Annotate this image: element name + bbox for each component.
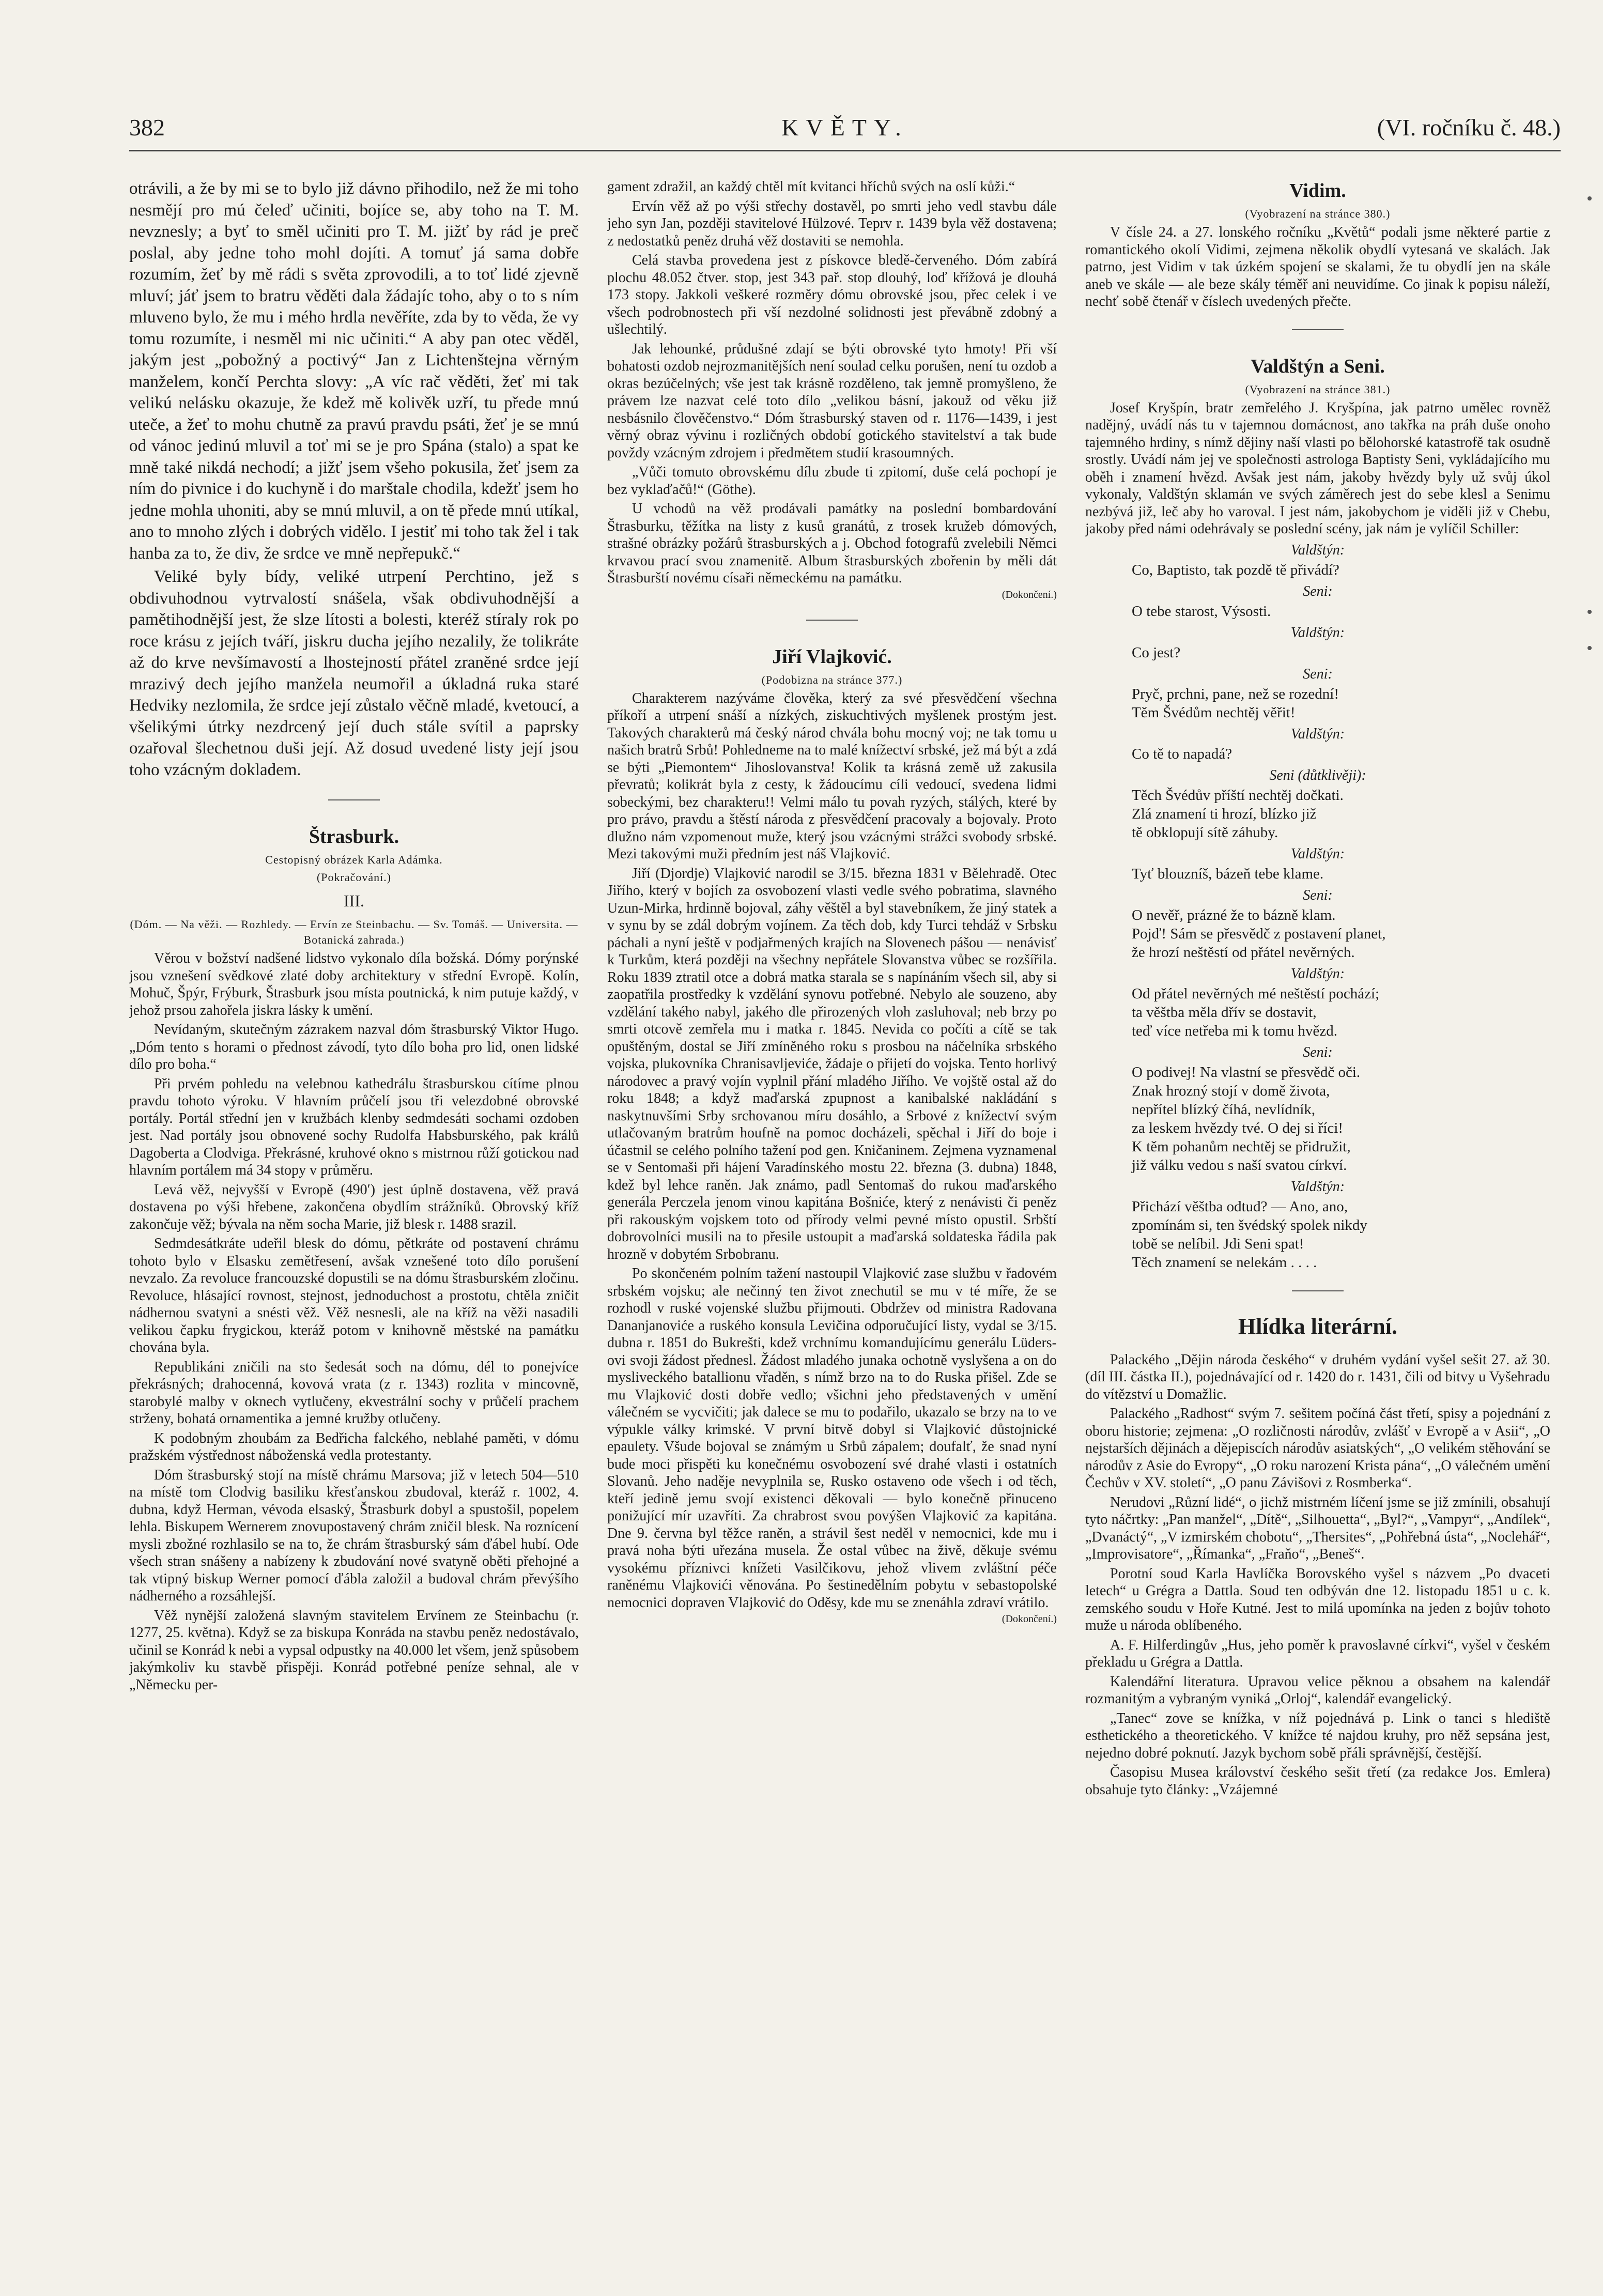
running-head (129, 110, 1561, 146)
dialogue-speaker: Valdštýn: (1290, 726, 1345, 742)
dialogue-line: Zlá znamení ti hrozí, blízko již (1132, 805, 1317, 822)
perchta-summary-paragraph: Veliké byly bídy, veliké utrpení Perchtino, jež s obdivuhodnou vytrvalostí snášela, však obdivuhodnější a pamětihodnější jest, že slze lítosti a bolesti, kteréž stíraly rok po roce krásu z jejích tváří, jiskru ducha jejího nezalily, že tolikráte až do krve nevšímavostí a lhostejností přátel zraněné srdce její mrazivý dech jejího manžela neumořil a úkladná ruka staré Hedviky nezlomila, že srdce její zůstalo věčně mladé, kvetoucí, a všelikými útrky nezdrcený její duch stále svítil a paprsky ozařoval šlechetnou duši její. Až dosud uvedené listy její jsou toho vzácným dokladem. (129, 567, 579, 779)
dialogue-speaker: Valdštýn: (1290, 624, 1345, 641)
article-title-vidim: Vidim. (1289, 180, 1346, 202)
section-divider (1292, 1290, 1344, 1291)
review-entry: A. F. Hilferdingův „Hus, jeho poměr k pravoslavné církvi“, vyšel v českém překladu u Grégra a Dattla. (1085, 1637, 1550, 1670)
vlajkovic-paragraph: Charakterem nazýváme člověka, který za své přesvědčení všechna příkoří a utrpení snáší a nízkých, ziskuchtivých myšlenek prostým jest. Takových charakterů má český národ chvála bohu mocný voj; ne tak tomu u našich bratrů Srbů! Pohledneme na to malé knížectví srbské, jež má být a zdá se býti „Piemontem“ Jihoslovanstva! Kolik ta krásná země už zakusila převratů; kolikrát byla z cesty, k žádoucímu cíli vedoucí, svedena lidmi sobeckými, bez charakteru!! Velmi málo tu povah ryzých, stálých, které by pro právo, pravdu a štěstí národa z přesvědčení pracovaly a bojovaly. Proto dlužno nám vzpomenout muže, který jsou vzácnými strážci svobody srbské. Mezi takovými muži předním jest náš Vlajković. (607, 690, 1057, 862)
section-title-literary-review: Hlídka literární. (1238, 1313, 1397, 1339)
magazine-title: KVĚTY. (781, 114, 908, 141)
dialogue-line: Co tě to napadá? (1132, 745, 1232, 762)
dialogue-line: Pryč, prchni, pane, než se rozední! (1132, 685, 1339, 702)
to-be-continued-note: (Dokončení.) (1001, 1613, 1057, 1625)
dialogue-line: teď více netřeba mi k tomu hvězd. (1132, 1022, 1338, 1039)
strasburk-paragraph: U vchodů na věž prodávali památky na poslední bombardování Štrasburku, těžítka na listy z kusů granátů, z trosek kružeb dómových, strašné obrázky požárů štrasburských a j. Obchod fotografů zvelebili Němci krvavou prací svou znamenitě. Album štrasburských zbořenin by měli dát Štrasburští novému císaři německému na památku. (607, 501, 1057, 586)
dialogue-speaker: Seni: (1303, 583, 1333, 599)
dialogue-speaker: Seni (důtklivěji): (1269, 767, 1366, 783)
strasburk-paragraph: Věrou v božství nadšené lidstvo vykonalo díla božská. Dómy porýnské jsou vznešení svědkové zlaté doby architektury v střední Evropě. Kolín, Mohuč, Špýr, Frýburk, Štrasburk jsou místa poutnická, k nim putuje každý, v jehož prsou zahořela jiskra lásky k umění. (129, 950, 579, 1019)
strasburk-paragraph: Jak lehounké, průdušné zdají se býti obrovské tyto hmoty! Při vší bohatosti ozdob nejrozmanitějších není soulad celku porušen, není tu ozdob a okras bezúčelných; vše jest tak krásně rozděleno, tak jemně promyšleno, že právem lze nazvat celé toto dílo „velikou básní, jakouž od věku již nesbásnilo člověčenstvo.“ Dóm štrasburský staven od r. 1176—1439, i jest věrný obraz vývinu i rozličných období gotického stavitelství a tak bude povždy vzácným zdrojem i předmětem studií krasoumných. (607, 341, 1057, 461)
strasburk-paragraph: Sedmdesátkráte udeřil blesk do dómu, pětkráte od postavení chrámu tohoto bylo v Elsasku zemětřesení, avšak vznešené toto dílo porušení nevzalo. Za revoluce francouzské dopustili se na dómu štrasburském zločinu. Revoluce, hlásající rovnost, stejnost, jednoduchost a prostotu, chtěla zničit nádhernou svatyni a snésti věž. Věž nesnesli, ale na kříž na věži nasadili velikou čapku frygickou, kteráž potom v knihovně městské na památku chována byla. (129, 1236, 579, 1355)
strasburk-paragraph: Celá stavba provedena jest z pískovce bledě-červeného. Dóm zabírá plochu 48.052 čtver. stop, jest 343 pař. stop dlouhý, loď křížová je dlouhá 173 stopy. Jakkoli veškeré rozměry dómu obrovské jsou, přec celek i ve všech podrobnostech při vší nezdolné solidnosti jest převábně zdobný a ušlechtilý. (607, 252, 1057, 337)
dialogue-speaker: Valdštýn: (1290, 845, 1345, 862)
dialogue-speaker: Seni: (1303, 666, 1333, 682)
dialogue-line: za leskem hvězdy tvé. O dej si říci! (1132, 1119, 1344, 1136)
dialogue-line: O nevěř, prázné že to bázně klam. (1132, 906, 1336, 923)
page-number: 382 (129, 114, 165, 141)
dialogue-line: tě obklopují sítě záhuby. (1132, 824, 1278, 841)
dialogue-line: Co jest? (1132, 644, 1181, 661)
vlajkovic-paragraph: Po skončeném polním tažení nastoupil Vlajković zase službu v řadovém srbském vojsku; ale nečinný ten život znechutil se mu v té míře, že se rozhodl v ruské vojenské službu přijmouti. Obdržev od ministra Radovana Dananjanoviće a ruského konsula Levičina odporučující listy, vydal se 3/15. dubna r. 1851 do Bukrešti, kdež vrchnímu komandujícímu generálu Lüders-ovi svoji žádost přednesl. Žádost mladého junaka ochotně vyslyšena a on do mysliveckého batallionu vřaděn, s nímž brzo na to do Ruska přišel. Zde se mu Vlajković dosti dobře vedlo; všichni jeho představených v umění válečném se vycvičiti; jak dalece se mu to podařilo, ukazalo se brzy na to ve výpukle války krimské. V první bitvě dobyl si Vlajković důstojnické epaulety. Všude bojoval se známým u Srbů zápalem; doufalť, že snad nyní bude moci přispěti ku konečnému osvobození své drahé vlasti i ostatních Slovanů. Jeho naděje nevyplnila se, Rusko ostaveno ode všech i od těch, kteří jedině jemu svojí existenci děkovali — bylo konečně přinuceno ponižující mír uzavříti. Za chrabrost svou povýšen Vlajković za kapitána. Dne 9. června byl těžce raněn, a strávil šest neděl v nemocnici, kde mu i pravá noha býti uřezána musela. Že ostal vůbec na živě, děkuje svému vysokému příznivci knížeti Vasilčikovu, jehož vlivem zvláštní péče raněnému Vlajkovići věnována. Po šestinedělním pobytu v sebastopolské nemocnici dopraven Vlajković do Oděsy, kde mu se znenáhla zdraví vrátilo. (607, 1266, 1057, 1611)
column-left (129, 178, 579, 2220)
illustration-reference: (Vyobrazení na stránce 380.) (1245, 207, 1391, 220)
review-entry: Nerudovi „Různí lidé“, o jichž mistrném líčení jsme se již zmínili, obsahují tyto náčrtky: „Pan manžel“, „Dítě“, „Silhouetta“, „Byl?“, „Vampyr“, „Andílek“, „Dvanáctý“, „V izmirském chobotu“, „Thersites“, „Pohřebná ústa“, „Noclehář“, „Improvisatore“, „Římanka“, „Fraňo“, „Beneš“. (1085, 1494, 1550, 1562)
column-right (1085, 178, 1550, 2220)
dialogue-speaker: Valdštýn: (1290, 1178, 1345, 1195)
goethe-quote: „Vůči tomuto obrovskému dílu zbude ti zpitomí, duše celá pochopí je bez vyklaďačů!“ (Göthe). (607, 464, 1057, 498)
review-entry: Kalendářní literatura. Upravou velice pěknou a obsahem na kalendář rozmanitým a vybraným vyniká „Orloj“, kalendář evangelický. (1085, 1673, 1550, 1707)
dialogue-line: Přichází věštba odtud? — Ano, ano, (1132, 1198, 1348, 1215)
section-divider (328, 799, 380, 800)
schiller-dialogue (1085, 541, 1550, 1272)
article-subtitle-strasburk: Cestopisný obrázek Karla Adámka. (265, 853, 443, 866)
strasburk-paragraph: Ervín věž až po výši střechy dostavěl, po smrti jeho vedl stavbu dále jeho syn Jan, později stavitelové Hülzové. Teprv r. 1439 byla věž dostavena; z nedostatků peněz druhá věž dostaviti se nemohla. (607, 198, 1057, 249)
strasburk-paragraph: Věž nynější založená slavným stavitelem Ervínem ze Steinbachu (r. 1277, 25. května). Když se za biskupa Konráda na stavbu peněz nedostávalo, učinil se Konrád k nebi a vypsal odpustky na 40.000 let všem, jenž spůsobem jakýmkoliv ku stavbě přispěji. Konrád potřebné peníze sehnal, ale v „Německu per- (129, 1607, 579, 1693)
dialogue-line: že hrozí neštěstí od přátel nevěrných. (1132, 944, 1355, 961)
dialogue-line: Tyť blouzníš, bázeň tebe klame. (1132, 865, 1324, 882)
review-entry: „Tanec“ zove se knížka, v níž pojednává p. Link o tanci s hlediště esthetického a theoretického. V knížce té najdou kruhy, pro něž sepsána jest, nejedno dobré poknutí. Jazyk bychom sobě přáli správnější, čestější. (1085, 1710, 1550, 1761)
vlajkovic-paragraph: Jiří (Djordje) Vlajković narodil se 3/15. března 1831 v Bělehradě. Otec Jiřího, který v bojích za osvobození vlasti vedle svého pobratima, slavného Uzun-Mirka, hrdinně bojoval, záhy věštěl a byl stavebníkem, že jiný statek a v synu by se zdál dobrým vojínem. Za těch dob, kdy Turci tehdáž v Srbsku páchali a nyní ještě v podjařmených krajích na Slovenech pášou — nenávisť k Turkům, která později na všechny nepřátele Slovanstva vůbec se rozšířila. Roku 1839 ztratil otce a dobrá matka starala se s napínáním všech sil, aby si zaopatřila prostředky k vzdělání synovu potřebné. Nebylo ale souzeno, aby vzdělání takého nabyl, jakého dle přirozených vloh zasluhoval; neb brzy po smrti otcově zemřela mu i matka r. 1845. Nevida co počíti a cítě se tak opuštěným, dostal se Jiří zmíněného roku s prosbou na náčelníka srbského vojska, plukovníka Chranisavljeviće, žádaje o přijetí do vojska. Tento horlivý národovec a pravý vojín vyplnil přání mladého Jiřího. Ve vojště ostal až do roku 1848; a když maďarská zpupnost a kanibalské nakládání s naskytnuvšími Srby srchovanou míru dosáhlo, a Srbové z knížectví svým utlačovaným bratrům houfně na pomoc docházeli, spěchal i Jiří do boje i účastnil se celého polního tažení pod gen. Kničaninem. Zejmena vyznamenal se v Sentomaši při hájení Varadínského mostu 22. března (3. dubna) 1848, kdež byl lehce raněn. Jak známo, padl Sentomaš do rukou maďarského generála Perczela jenom vinou kapitána Bošniće, který z nenávisti či peněz při rakouským vojskem toto od přírody velmi pevné místo opustil. Srbští dobrovolníci musili na to přesile ustoupit a maďarská soldateska řádila pak hrozně v dobytém Srbobranu. (607, 865, 1057, 1262)
continuation-note: (Pokračování.) (316, 871, 392, 884)
header-rule (129, 150, 1561, 151)
strasburk-paragraph: Dóm štrasburský stojí na místě chrámu Marsova; již v letech 504—510 na místě tom Clodvig basiliku křesťanskou zbudoval, kteráž r. 1002, 4. dubna, když Herman, vévoda elsaský, Štrasburk dobyl a spustošil, popelem lehla. Biskupem Wernerem znovupostavený chrám zničil blesk. Na roznícení mysli zbožné rozhlasilo se na to, že chrám štrasburský sám ďábel hubí. Ode všech stran snášeny a nabízeny k zbudování nové svatyně oběti přehojné a tak vtipný biskup Werner pomocí ďábla založil a budoval chrám převýšího nádherného a rozsáhlejší. (129, 1467, 579, 1604)
review-entry: Palackého „Dějin národa českého“ v druhém vydání vyšel sešit 27. až 30. (díl III. částka II.), pojednávající od r. 1420 do r. 1431, čili od bitvy u Vyšehradu do vítězství u Domažlic. (1085, 1351, 1550, 1403)
dialogue-speaker: Valdštýn: (1290, 965, 1345, 982)
margin-dot (1587, 610, 1592, 614)
margin-dot (1587, 646, 1592, 650)
dialogue-line: tobě se nelíbil. Jdi Seni spat! (1132, 1235, 1304, 1252)
dialogue-speaker: Seni: (1303, 887, 1333, 903)
dialogue-line: Pojď! Sám se přesvědč z postavení planet, (1132, 925, 1386, 942)
dialogue-line: K těm pohanům nechtěj se přidružit, (1132, 1138, 1351, 1155)
dialogue-line: Znak hrozný stojí v domě života, (1132, 1082, 1330, 1099)
column-middle (607, 178, 1057, 2220)
dialogue-speaker: Seni: (1303, 1044, 1333, 1060)
strasburk-paragraph: Nevídaným, skutečným zázrakem nazval dóm štrasburský Viktor Hugo. „Dóm tento s horami o přednost závodí, tyto dílo boha pro lid, onen lidské dílo pro boha.“ (129, 1022, 579, 1072)
article-title-vlajkovic: Jiří Vlajković. (772, 645, 892, 668)
dialogue-line: O podivej! Na vlastní se přesvědč oči. (1132, 1064, 1361, 1081)
review-entry: Časopisu Musea království českého sešit třetí (za redakce Jos. Emlera) obsahuje tyto články: „Vzájemné (1085, 1764, 1550, 1798)
margin-dot (1587, 196, 1592, 201)
strasburk-paragraph: Republikáni zničili na sto šedesát soch na dómu, dél to ponejvíce překrásných; drahocenná, kovová vrata (z r. 1343) rozlita v mincovně, starobylé malby v oknech vytlučeny, ekvestrální sochy v průčelí prachem strženy, bohatá ornamentika a jemné kružby otlučeny. (129, 1359, 579, 1427)
strasburk-paragraph: Při prvém pohledu na velebnou kathedrálu štrasburskou cítíme plnou pravdu tohoto výroku. V hlavním průčelí jsou tři velezdobné obrovské portály. Portál střední jen v kružbách klenby sedmdesáti sochami ozdoben jest. Nad portály jsou obnovené sochy Rudolfa Habsburského, pak králů Dagoberta a Clodviga. Překrásné, kruhové okno s mistrnou růží gotickou nad hlavním portálem má 34 stopy v průměru. (129, 1075, 579, 1178)
dialogue-line: ta věštba měla dřív se dostavit, (1132, 1004, 1317, 1021)
valdstyn-paragraph: Josef Kryšpín, bratr zemřelého J. Kryšpína, jak patrno umělec rovněž nadějný, uvádí nás tu v tajemnou domácnost, ano takřka na práh duše onoho tajemného hrdiny, s nímž dějiny naší vlasti po bělohorské katastrofě tak osudně srostly. Uvádí nám jej ve společnosti astrologa Baptisty Seni, vykládajícího mu oběh i znamení hvězd. Avšak jest nám, jakoby hvězdy byly už svůj úkol vykonaly, Valdštýn sklamán ve svých záměrech jest do sebe klesl a Senimu nezbývá již, leč aby ho varoval. I jest nám, jakobychom je viděli již v Chebu, jakoby před námi odehrávaly se poslední scény, jak nám je vylíčil Schiller: (1085, 399, 1550, 537)
strasburk-paragraph: Levá věž, nejvyšší v Evropě (490′) jest úplně dostavena, věž pravá dostavena po výši hřebene, zakončena obydlím strážníků. Obrovský kříž zakončuje věž; bývala na něm socha Marie, již blesk r. 1488 srazil. (129, 1181, 579, 1232)
dialogue-line: O tebe starost, Výsosti. (1132, 603, 1271, 620)
section-divider (1292, 329, 1344, 330)
dialogue-line: již válku vedou s naší svatou církví. (1132, 1157, 1347, 1174)
chapter-number: III. (344, 891, 364, 910)
dialogue-line: Těm Švédům nechtěj věřit! (1132, 704, 1296, 721)
issue-label: (VI. ročníku č. 48.) (1377, 114, 1561, 141)
to-be-continued-note: (Dokončení.) (1001, 589, 1057, 600)
dialogue-line: Těch Švédův příští nechtěj dočkati. (1132, 787, 1344, 804)
review-entry: Palackého „Radhost“ svým 7. sešitem počíná část třetí, spisy a pojednání z oboru historie; zejmena: „O rozličnosti národův, zvlášť v Evropě a v Asii“, „O nejstarších dějinách a dějepiscích národův asiatských“, „O velikém stěhování se národův z Asie do Evropy“, „O roku narození Krista pána“, „O válečném umění Čechův v XV. století“, „O panu Závišovi z Rosmberka“. (1085, 1406, 1550, 1491)
dialogue-line: Těch znamení se nelekám . . . . (1132, 1254, 1317, 1271)
chapter-contents: (Dóm. — Na věži. — Rozhledy. — Ervín ze Steinbachu. — Sv. Tomáš. — Universita. — Botanická zahrada.) (130, 918, 578, 946)
dialogue-line: Od přátel nevěrných mé neštěstí pochází; (1132, 985, 1380, 1002)
dialogue-line: nepřítel blízký číhá, nevlídník, (1132, 1101, 1316, 1118)
article-title-valdstyn: Valdštýn a Seni. (1251, 355, 1385, 377)
portrait-reference: (Podobizna na stránce 377.) (761, 673, 903, 686)
section-divider (806, 620, 858, 621)
vidim-paragraph: V čísle 24. a 27. lonského ročníku „Květů“ podali jsme některé partie z romantického okolí Vidimi, zejmena několik obydlí vytesaná ve skalách. Jak patrno, jest Vidim v tak úzkém spojení se skalami, že tu obydlí jen na skále aneb ve skále — ale beze skály téměř ani neuvidíme. Co jinak k popisu náleží, nechť sobě čtenář v číslech uvedených přečte. (1085, 224, 1550, 310)
strasburk-paragraph: gament zdražil, an každý chtěl mít kvitanci hříchů svých na oslí kůži.“ (607, 179, 1015, 195)
illustration-reference: (Vyobrazení na stránce 381.) (1245, 382, 1391, 396)
dialogue-line: Co, Baptisto, tak pozdě tě přivádí? (1132, 561, 1339, 578)
dialogue-line: zpomínám si, ten švédský spolek nikdy (1132, 1216, 1367, 1234)
article-title-strasburk: Štrasburk. (309, 826, 399, 847)
dialogue-speaker: Valdštýn: (1290, 542, 1345, 558)
strasburk-paragraph: K podobným zhoubám za Bedřicha falckého, neblahé paměti, v dómu pražském výstřednost náboženská vedla protestanty. (129, 1430, 579, 1463)
perchta-letter-paragraph: otrávili, a že by mi se to bylo již dávno přihodilo, než že mi toho nesmějí pro mú čeleď učiniti, bojíce se, aby toho na T. M. nevznesly; a byť to směl učiniti pro T. M. jižť by rád je preč poslal, aby jedne toho mohl dojíti. A tomuť já sama dobře rozumím, žeť by mě rádi s světa zprovodili, a to toť lidé zjevně mluví; jáť jsem to bratru věděti dala žádajíc toho, aby o to s ním mluveno bylo, že mu i mého hrdla nevěříte, zda by to věda, že vy tomu rozumíte, i nesměl mi nic učiniti.“ A aby pan otec věděl, jakým jest „pobožný a poctivý“ Jan z Lichtenštejna věrným manželem, končí Perchta slovy: „A víc rač věděti, žeť mi tak velikú nelásku okazuje, že kdež mě kolivěk uzří, tu přede mnú uteče, a žeť to mohu chutně za pravú pravdu psáti, žeť je se mnú od vánoc jedinú mluvil a toť mi se je pro Spána (stalo) a spat ke mně také nikdá nechodí; a jižť jsem všeho pokusila, žeť jsem za ním do pivnice i do kuchyně i do marštale chodila, kdežť jsem ho jedne mohla uhoniti, aby se mnú mluvil, a on tě přede mnú utíkal, ano to mnoho zlých i dobrých vidělo. I jestiť mi toho tak žel i tak hanba za to, že div, že srdce ve mně nepřepukč.“ (129, 179, 579, 563)
review-entry: Porotní soud Karla Havlíčka Borovského vyšel s názvem „Po dvaceti letech“ u Grégra a Dattla. Soud ten odbýván dne 12. listopadu 1851 u c. k. zemského soudu v Hoře Kutné. Jest to milá upomínka na jeden z bojův tohoto muže u národa oblíbeného. (1085, 1565, 1550, 1634)
